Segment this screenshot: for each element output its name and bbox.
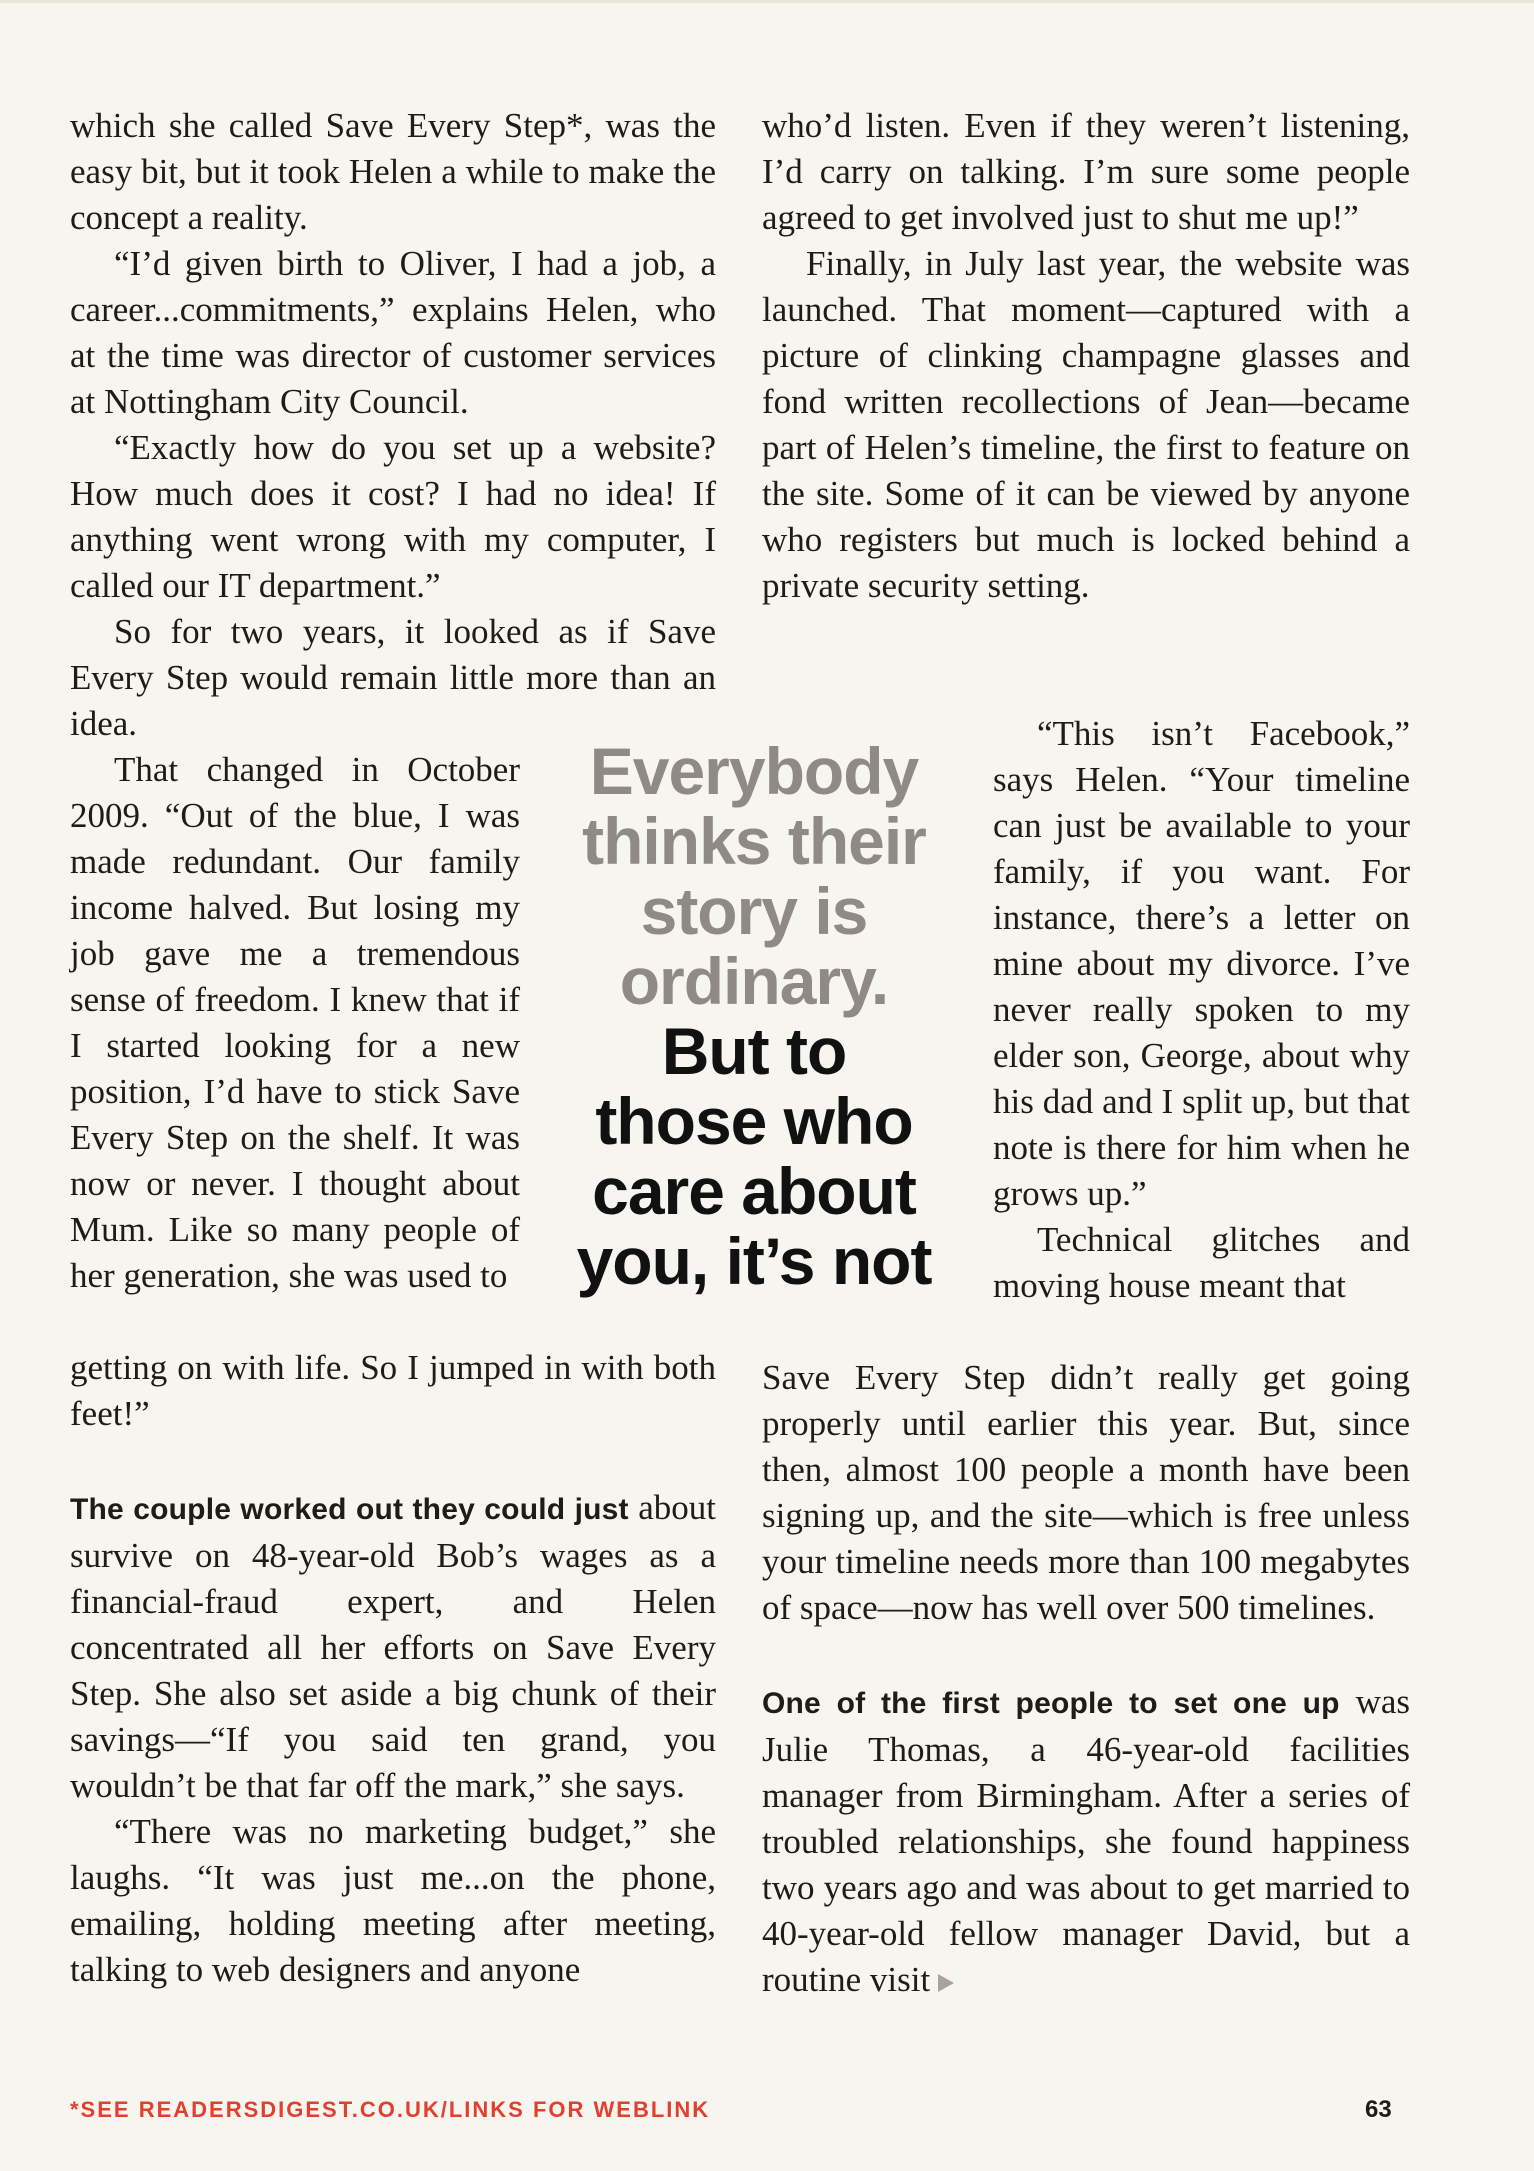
continue-arrow-icon [938,1974,954,1992]
pull-quote-line: Everybody [589,734,919,808]
paragraph: So for two years, it looked as if Save Every Step would remain little more than an idea. [70,612,716,743]
footnote: *SEE READERSDIGEST.CO.UK/LINKS FOR WEBLINK [70,2097,711,2122]
section-lead-paragraph [70,1485,716,1809]
pull-quote-line: But to [661,1014,847,1088]
pull-quote-line: ordinary. [619,944,889,1018]
page-number: 63 [1365,2096,1392,2123]
pull-quote-line: you, it’s not [576,1224,932,1298]
pull-quote-line: story is [640,874,868,948]
pull-quote-line: those who [595,1084,913,1158]
pull-quote-line: thinks their [582,804,926,878]
paragraph: Technical glitches and moving house meant that [993,1220,1410,1305]
right-column-wrap [993,711,1410,1309]
section-lead: One of the first people to set one up [762,1687,1340,1720]
paragraph-text: about survive on 48-year-old Bob’s wages as a financial-fraud expert, and Helen concentrated all her efforts on Save Every Step. She also set aside a big chunk of their savings—“If you said ten grand, you wouldn’t be that far off the mark,” she says. [70,1488,717,1805]
section-lead: The couple worked out they could just [70,1493,629,1526]
paragraph: which she called Save Every Step*, was the easy bit, but it took Helen a while to make the concept a reality. [70,106,716,237]
paragraph: “This isn’t Facebook,” says Helen. “Your timeline can just be available to your family, if you want. For instance, there’s a letter on mine about my divorce. I’ve never really spoken to my elder son, George, about why his dad and I split up, but that note is there for him when he grows up.” [993,714,1410,1213]
paragraph: getting on with life. So I jumped in with both feet!” [70,1348,716,1433]
top-edge-line [0,0,1534,3]
pull-quote [548,736,960,1296]
paragraph: “Exactly how do you set up a website? How much does it cost? I had no idea! If anything went wrong with my computer, I called our IT department.” [70,428,716,605]
section-lead-paragraph [762,1679,1410,2003]
left-column-wrap [70,747,520,1299]
paragraph: That changed in October 2009. “Out of the blue, I was made redundant. Our family income halved. But losing my job gave me a tremendous sense of freedom. I knew that if I started looking for a new position, I’d have to stick Save Every Step on the shelf. It was now or never. I thought about Mum. Like so many people of her generation, she was used to [70,750,520,1295]
pull-quote-line: care about [592,1154,916,1228]
paragraph: who’d listen. Even if they weren’t listening, I’d carry on talking. I’m sure some people agreed to get involved just to shut me up!” [762,106,1410,237]
left-column-lower [70,1345,716,1993]
paragraph: Finally, in July last year, the website was launched. That moment—captured with a picture of clinking champagne glasses and fond written recollections of Jean—became part of Helen’s timeline, the first to feature on the site. Some of it can be viewed by anyone who registers but much is locked behind a private security setting. [762,244,1410,605]
paragraph-text: was Julie Thomas, a 46-year-old facilities manager from Birmingham. After a series of troubled relationships, she found happiness two years ago and was about to get married to 40-year-old fellow manager David, but a routine visit [762,1682,1410,1999]
right-column-lower [762,1355,1410,2003]
left-column-upper [70,103,716,747]
paragraph: Save Every Step didn’t really get going properly until earlier this year. But, since then, almost 100 people a month have been signing up, and the site—which is free unless your timeline needs more than 100 megabytes of space—now has well over 500 timelines. [762,1358,1410,1627]
paragraph: “I’d given birth to Oliver, I had a job, a career...commitments,” explains Helen, who at the time was director of customer services at Nottingham City Council. [70,244,716,421]
paragraph: “There was no marketing budget,” she laughs. “It was just me...on the phone, emailing, holding meeting after meeting, talking to web designers and anyone [70,1812,716,1989]
right-column-upper [762,103,1410,609]
